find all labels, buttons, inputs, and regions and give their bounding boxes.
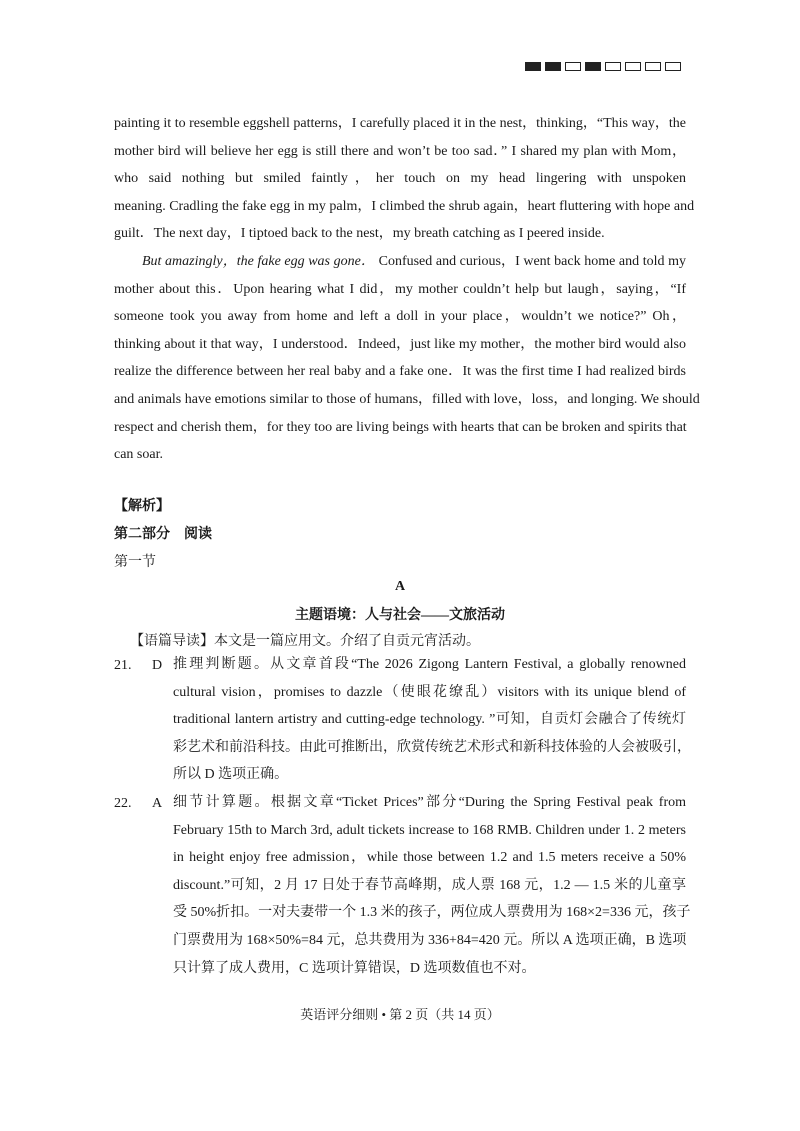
explanation-line: discount.”可知，2 月 17 日处于春节高峰期，成人票 168 元，1.2 — 1.5 米的儿童享 <box>173 877 686 893</box>
explanation-line: 推理判断题。从文章首段“The 2026 Zigong Lantern Festival, a globally renowned <box>173 657 686 672</box>
question-answer: D <box>152 658 163 673</box>
essay-line: respect and cherish them，for they too are living beings with hearts that can be broken and spirits that <box>114 419 687 435</box>
explanation-line: in height enjoy free admission，while those between 1.2 and 1.5 meters receive a 50% <box>173 850 686 866</box>
empty-square <box>565 62 581 71</box>
essay-line-first <box>114 248 686 276</box>
explanation-line: 所以 D 选项正确。 <box>173 767 289 783</box>
section-heading: 第一节 <box>114 555 156 570</box>
essay-line: someone took you away from home and left a doll in your place，wouldn’t we notice?” Oh， <box>114 309 686 325</box>
explanation-line: 彩艺术和前沿科技。由此可推断出，欣赏传统艺术形式和新科技体验的人会被吸引， <box>173 739 691 755</box>
essay-line: thinking about it that way，I understood．Indeed，just like my mother，the mother bird would also <box>114 336 686 352</box>
question-answer: A <box>152 796 163 811</box>
explanation-line: traditional lantern artistry and cutting-edge technology. ”可知，自贡灯会融合了传统灯 <box>173 712 686 728</box>
explanation-line: 受 50%折扣。一对夫妻带一个 1.3 米的孩子，两位成人票费用为 168×2=336 元，孩子 <box>173 905 691 921</box>
explanation-line: cultural vision，promises to dazzle（使眼花缭乱）visitors with its unique blend of <box>173 684 686 700</box>
essay-line: mother about this．Upon hearing what I did，my mother couldn’t help but laugh，saying，“If <box>114 281 686 297</box>
filled-square <box>585 62 601 71</box>
part-heading: 第二部分 阅读 <box>114 527 212 542</box>
analysis-label: 【解析】 <box>114 499 170 514</box>
passage-guide: 【语篇导读】本文是一篇应用文。介绍了自贡元宵活动。 <box>130 634 480 649</box>
essay-line: and animals have emotions similar to those of humans，filled with love，loss，and longing. We should <box>114 391 700 407</box>
theme-context: 主题语境：人与社会——文旅活动 <box>295 608 505 623</box>
essay-line: mother bird will believe her egg is still there and won’t be too sad．” I shared my plan with Mom， <box>114 143 686 159</box>
essay-text: Confused and curious，I went back home and told my <box>375 254 686 269</box>
explanation-line: February 15th to March 3rd, adult tickets increase to 168 RMB. Children under 1. 2 meters <box>173 822 686 838</box>
filled-square <box>545 62 561 71</box>
empty-square <box>645 62 661 71</box>
question-explanation <box>173 789 691 982</box>
essay-line: who said nothing but smiled faintly，her touch on my head lingering with unspoken <box>114 171 686 187</box>
filled-square <box>525 62 541 71</box>
page-footer: 英语评分细则 • 第 2 页（共 14 页） <box>300 1007 500 1022</box>
empty-square <box>605 62 621 71</box>
page-progress-squares <box>525 62 681 71</box>
italic-sentence: But amazingly，the fake egg was gone． <box>142 254 376 269</box>
essay-line: meaning. Cradling the fake egg in my palm，I climbed the shrub again，heart fluttering with hope and <box>114 198 695 214</box>
explanation-line: 只计算了成人费用，C 选项计算错误，D 选项数值也不对。 <box>173 960 536 976</box>
explanation-line: 细节计算题。根据文章“Ticket Prices”部分“During the Spring Festival peak from <box>173 795 686 810</box>
empty-square <box>625 62 641 71</box>
empty-square <box>665 62 681 71</box>
essay-line: can soar. <box>114 447 163 463</box>
essay-line: guilt．The next day，I tiptoed back to the nest，my breath catching as I peered inside. <box>114 226 605 242</box>
essay-line: painting it to resemble eggshell patterns，I carefully placed it in the nest，thinking，“This way，the <box>114 116 686 131</box>
essay-line: realize the difference between her real baby and a fake one．It was the first time I had realized birds <box>114 364 686 380</box>
essay-paragraph-1 <box>114 110 695 248</box>
question-number: 22. <box>114 796 132 811</box>
question-number: 21. <box>114 658 132 673</box>
passage-letter: A <box>394 579 406 594</box>
essay-paragraph-2 <box>114 248 700 469</box>
question-explanation <box>173 651 691 789</box>
explanation-line: 门票费用为 168×50%=84 元，总共费用为 336+84=420 元。所以 A 选项正确，B 选项 <box>173 932 687 948</box>
